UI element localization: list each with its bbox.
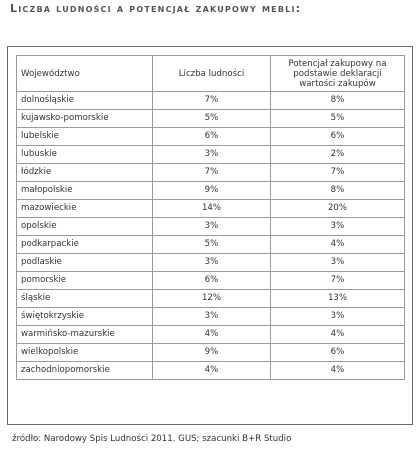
table-row — [17, 182, 405, 200]
cell-province: wielkopolskie — [17, 344, 153, 362]
cell-population: 12% — [153, 290, 271, 308]
cell-purchase-potential: 2% — [271, 146, 405, 164]
table-row — [17, 254, 405, 272]
cell-population: 3% — [153, 308, 271, 326]
cell-province: podkarpackie — [17, 236, 153, 254]
cell-province: łódzkie — [17, 164, 153, 182]
cell-population: 4% — [153, 362, 271, 380]
table-row — [17, 290, 405, 308]
table-row — [17, 308, 405, 326]
cell-province: mazowieckie — [17, 200, 153, 218]
cell-purchase-potential: 5% — [271, 110, 405, 128]
page-title: Liczba ludności a potencjał zakupowy mebli: — [10, 2, 302, 15]
cell-population: 3% — [153, 218, 271, 236]
data-table — [16, 55, 405, 380]
cell-province: zachodniopomorskie — [17, 362, 153, 380]
cell-purchase-potential: 3% — [271, 218, 405, 236]
cell-purchase-potential: 8% — [271, 182, 405, 200]
table-row — [17, 326, 405, 344]
cell-province: podlaskie — [17, 254, 153, 272]
column-header-population: Liczba ludności — [153, 56, 271, 92]
cell-province: świętokrzyskie — [17, 308, 153, 326]
cell-purchase-potential: 20% — [271, 200, 405, 218]
cell-purchase-potential: 8% — [271, 92, 405, 110]
table-row — [17, 272, 405, 290]
cell-population: 6% — [153, 272, 271, 290]
cell-population: 14% — [153, 200, 271, 218]
cell-province: kujawsko-pomorskie — [17, 110, 153, 128]
cell-population: 4% — [153, 326, 271, 344]
cell-purchase-potential: 4% — [271, 236, 405, 254]
cell-population: 5% — [153, 236, 271, 254]
cell-population: 9% — [153, 344, 271, 362]
cell-purchase-potential: 4% — [271, 362, 405, 380]
cell-purchase-potential: 13% — [271, 290, 405, 308]
cell-purchase-potential: 3% — [271, 254, 405, 272]
cell-province: małopolskie — [17, 182, 153, 200]
cell-population: 3% — [153, 254, 271, 272]
table-row — [17, 146, 405, 164]
cell-province: lubelskie — [17, 128, 153, 146]
table-body — [17, 92, 405, 380]
table-row — [17, 110, 405, 128]
column-header-province: Województwo — [17, 56, 153, 92]
cell-population: 7% — [153, 92, 271, 110]
cell-population: 3% — [153, 146, 271, 164]
cell-province: śląskie — [17, 290, 153, 308]
table-row — [17, 218, 405, 236]
cell-purchase-potential: 7% — [271, 272, 405, 290]
table-row — [17, 344, 405, 362]
column-header-purchase-potential: Potencjał zakupowy na podstawie deklaracji wartości zakupów — [271, 56, 405, 92]
cell-purchase-potential: 3% — [271, 308, 405, 326]
table-row — [17, 164, 405, 182]
table-row — [17, 128, 405, 146]
source-note: źródło: Narodowy Spis Ludności 2011. GUS; szacunki B+R Studio — [12, 434, 292, 444]
cell-purchase-potential: 7% — [271, 164, 405, 182]
cell-population: 5% — [153, 110, 271, 128]
table-row — [17, 236, 405, 254]
cell-province: dolnośląskie — [17, 92, 153, 110]
table-frame — [7, 46, 413, 425]
cell-population: 9% — [153, 182, 271, 200]
cell-purchase-potential: 4% — [271, 326, 405, 344]
cell-province: lubuskie — [17, 146, 153, 164]
cell-province: pomorskie — [17, 272, 153, 290]
cell-province: warmińsko-mazurskie — [17, 326, 153, 344]
table-row — [17, 362, 405, 380]
cell-purchase-potential: 6% — [271, 128, 405, 146]
table-row — [17, 200, 405, 218]
header-row — [17, 56, 405, 92]
table-row — [17, 92, 405, 110]
cell-population: 6% — [153, 128, 271, 146]
cell-population: 7% — [153, 164, 271, 182]
cell-purchase-potential: 6% — [271, 344, 405, 362]
cell-province: opolskie — [17, 218, 153, 236]
